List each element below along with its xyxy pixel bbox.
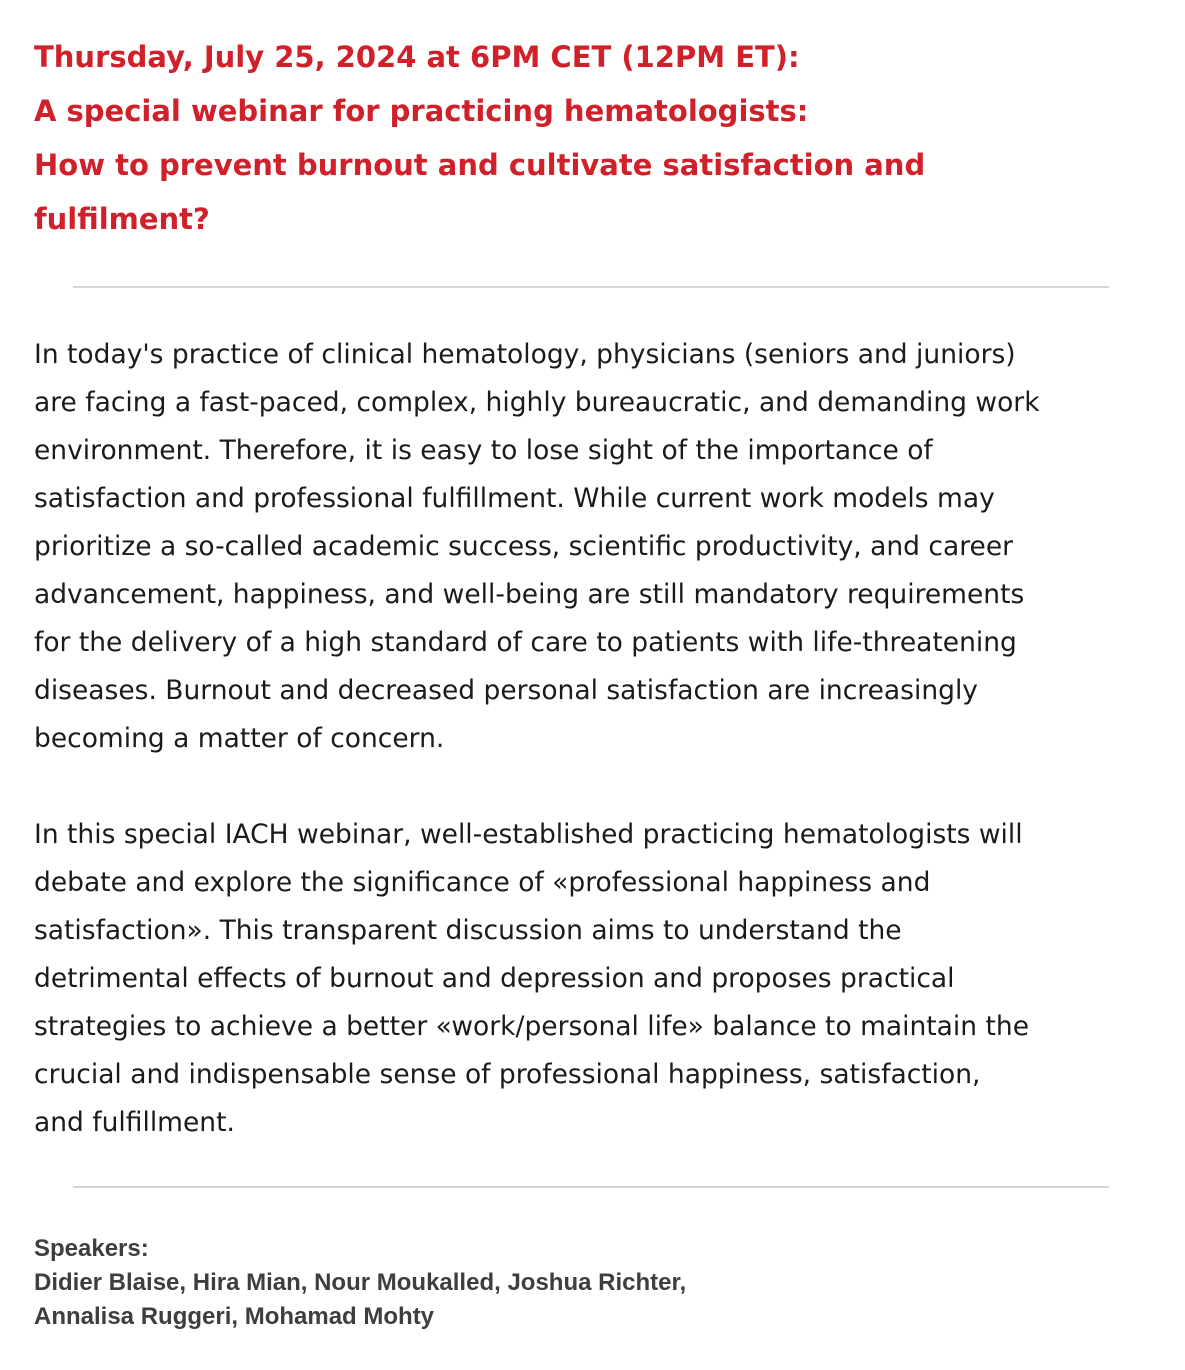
webinar-description-paragraph — [34, 811, 1169, 1147]
text-line: for the delivery of a high standard of care to patients with life-threatening — [34, 627, 1017, 658]
speakers-section — [34, 1232, 1134, 1334]
intro-paragraph — [34, 331, 1169, 763]
text-line: prioritize a so-called academic success, scientific productivity, and career — [34, 531, 1014, 562]
text-line: debate and explore the significance of «professional happiness and — [34, 867, 931, 898]
text-line: strategies to achieve a better «work/personal life» balance to maintain the — [34, 1011, 1029, 1042]
top-divider — [73, 286, 1109, 288]
text-line: satisfaction and professional fulfillment. While current work models may — [34, 483, 995, 514]
headline-audience-line: A special webinar for practicing hematologists: — [34, 94, 809, 128]
headline-topic-line: How to prevent burnout and cultivate satisfaction and — [34, 148, 926, 182]
text-line: In today's practice of clinical hematology, physicians (seniors and juniors) — [34, 339, 1016, 370]
text-line: In this special IACH webinar, well-established practicing hematologists will — [34, 819, 1023, 850]
text-line: satisfaction». This transparent discussion aims to understand the — [34, 915, 902, 946]
speakers-label: Speakers: — [34, 1235, 149, 1262]
speaker-names-line: Didier Blaise, Hira Mian, Nour Moukalled, Joshua Richter, — [34, 1269, 687, 1296]
text-line: advancement, happiness, and well-being are still mandatory requirements — [34, 579, 1025, 610]
speaker-names-line: Annalisa Ruggeri, Mohamad Mohty — [34, 1303, 435, 1330]
text-line: diseases. Burnout and decreased personal satisfaction are increasingly — [34, 675, 978, 706]
text-line: crucial and indispensable sense of professional happiness, satisfaction, — [34, 1059, 981, 1090]
text-line: are facing a fast-paced, complex, highly bureaucratic, and demanding work — [34, 387, 1040, 418]
headline-topic-line-end: fulfilment? — [34, 202, 210, 236]
bottom-divider — [73, 1186, 1109, 1188]
text-line: becoming a matter of concern. — [34, 723, 445, 754]
text-line: and fulfillment. — [34, 1107, 235, 1138]
webinar-headline — [34, 30, 1164, 246]
text-line: detrimental effects of burnout and depression and proposes practical — [34, 963, 955, 994]
text-line: environment. Therefore, it is easy to lose sight of the importance of — [34, 435, 933, 466]
headline-date-line: Thursday, July 25, 2024 at 6PM CET (12PM ET): — [34, 40, 800, 74]
